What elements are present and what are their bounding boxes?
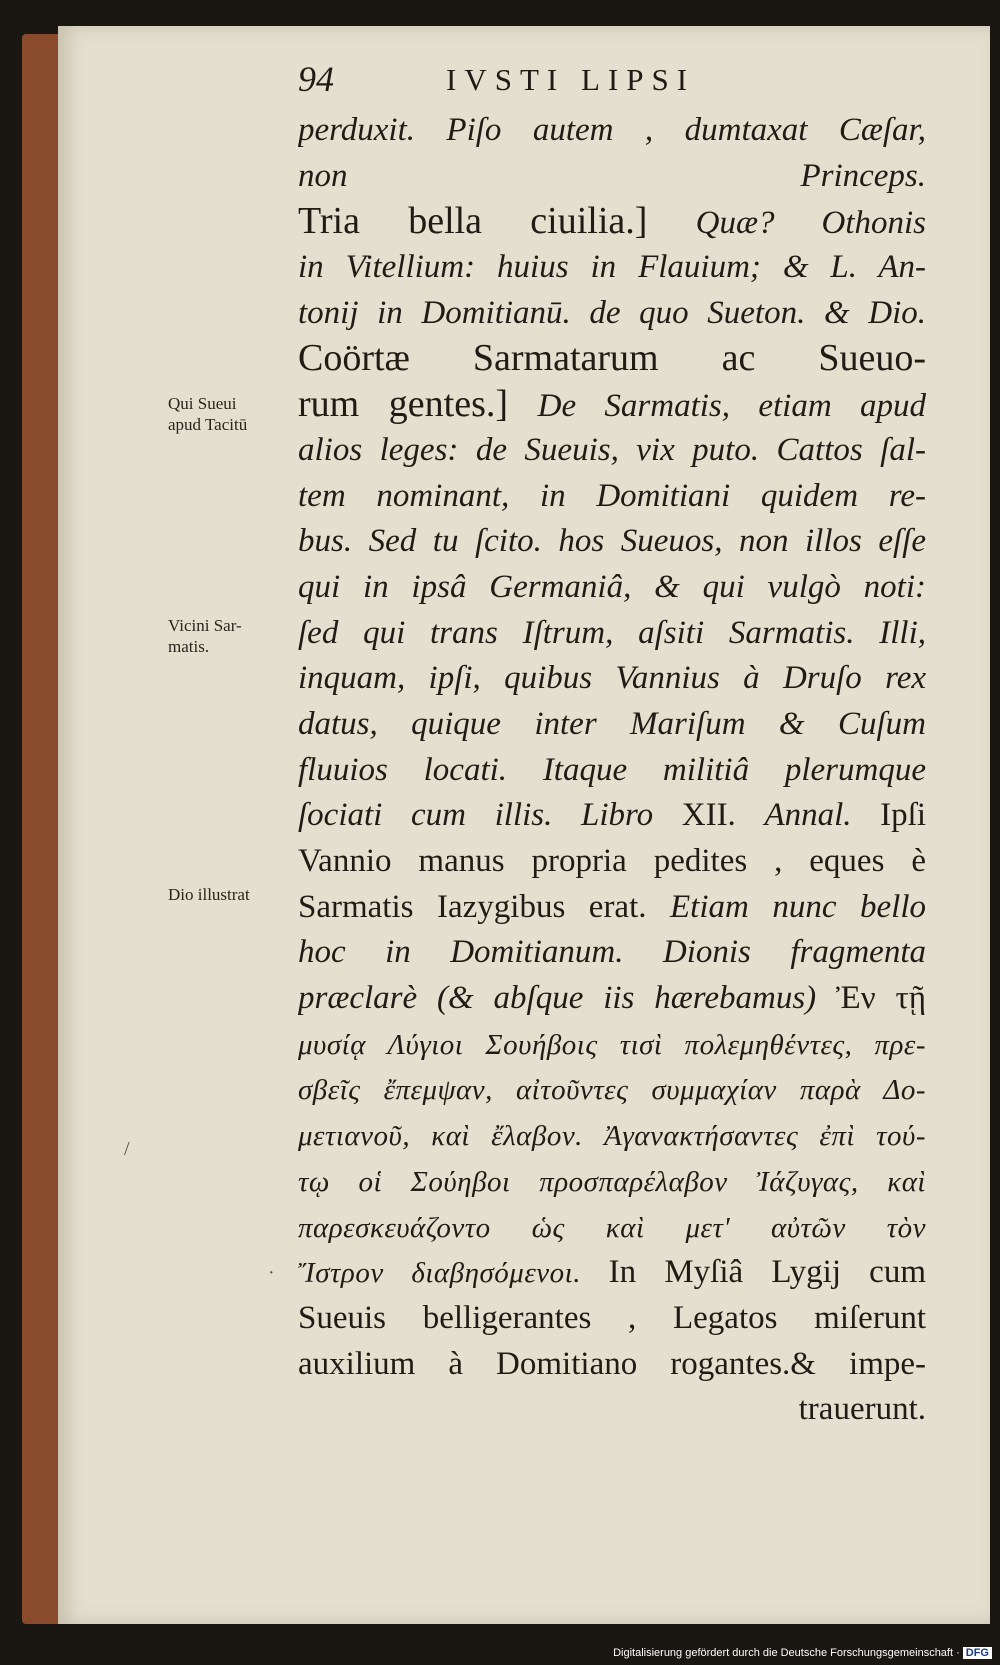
running-head: IVSTI LIPSI xyxy=(446,62,696,97)
text-line xyxy=(298,1250,926,1296)
text-segment: Vannio manus propria pedites , eques è xyxy=(298,843,926,879)
text-line xyxy=(298,428,926,474)
text-line xyxy=(298,976,926,1022)
margin-note: Qui Sueui apud Tacitū xyxy=(168,394,248,434)
text-line xyxy=(298,382,926,428)
text-segment: ſed qui trans Iſtrum, aſsiti Sarmatis. Illi, xyxy=(298,614,926,651)
text-segment: Ἐν τῇ xyxy=(836,980,926,1017)
text-line xyxy=(298,199,926,245)
text-segment: σβεῖς ἔπεμψαν, αἰτοῦντες συμμαχίαν παρὰ Δο- xyxy=(298,1074,926,1107)
text-segment: in Vitellium: huius in Flauium; & L. An- xyxy=(298,249,926,286)
text-segment: tonij in Domitianū. de quo Sueton. & Dio. xyxy=(298,294,926,331)
text-line xyxy=(298,1387,926,1433)
footer-credit: Digitalisierung gefördert durch die Deutsche Forschungsgemeinschaft · DFG xyxy=(613,1647,992,1659)
text-line xyxy=(298,611,926,657)
text-line xyxy=(298,1022,926,1068)
text-segment: fluuios locati. Itaque militiâ plerumque xyxy=(298,751,926,788)
text-segment: Sarmatis Iazygibus erat. xyxy=(298,888,671,925)
text-segment: auxilium à Domitiano rogantes.& impe- xyxy=(298,1345,926,1382)
body-text xyxy=(298,108,926,1433)
text-line xyxy=(298,519,926,565)
text-line xyxy=(298,793,926,839)
text-segment: bus. Sed tu ſcito. hos Sueuos, non illos eſſe xyxy=(298,523,926,560)
text-segment: perduxit. Piſo autem , dumtaxat Cæſar, xyxy=(298,112,926,148)
text-line xyxy=(298,702,926,748)
text-line xyxy=(298,1113,926,1159)
text-line xyxy=(298,336,926,382)
text-line xyxy=(298,1067,926,1113)
text-segment: præclarè (& abſque iis hærebamus) xyxy=(298,980,837,1017)
margin-note: Dio illustrat xyxy=(168,885,250,904)
text-line xyxy=(298,1342,926,1388)
text-line xyxy=(298,1205,926,1251)
text-line xyxy=(298,245,926,291)
text-segment: Ipſi xyxy=(880,797,926,834)
text-segment: ſociati cum illis. Libro xyxy=(298,797,682,834)
text-line xyxy=(298,748,926,794)
text-segment: tem nominant, in Domitiani quidem re- xyxy=(298,477,926,514)
text-line xyxy=(298,108,926,154)
text-line xyxy=(298,930,926,976)
text-segment: τῳ οἱ Σούηβοι προσπαρέλαβον Ἰάζυγας, καὶ xyxy=(298,1165,926,1198)
text-segment: Quæ? Othonis xyxy=(695,205,926,242)
text-line xyxy=(298,1159,926,1205)
text-segment: In Myſiâ Lygij cum xyxy=(608,1254,926,1291)
text-segment: Etiam nunc bello xyxy=(670,888,926,925)
text-segment: datus, quique inter Mariſum & Cuſum xyxy=(298,705,926,742)
text-segment: Annal. xyxy=(764,797,881,834)
text-line xyxy=(298,656,926,702)
text-segment: Ἴστρον διαβησόμενοι. xyxy=(298,1257,609,1290)
margin-note: Vicini Sar- matis. xyxy=(168,616,242,656)
text-segment: qui in ipsâ Germaniâ, & qui vulgò noti: xyxy=(298,568,926,605)
text-segment: De Sarmatis, etiam apud xyxy=(537,388,926,425)
text-line xyxy=(298,565,926,611)
text-line xyxy=(298,154,926,200)
text-segment: Sueuis belligerantes , Legatos miſerunt xyxy=(298,1299,926,1336)
text-segment: rum gentes.] xyxy=(298,383,538,426)
text-segment: inquam, ipſi, quibus Vannius à Druſo rex xyxy=(298,660,926,697)
ink-blemish: / xyxy=(124,1138,130,1160)
text-segment: trauerunt. xyxy=(798,1391,926,1428)
text-line xyxy=(298,291,926,337)
text-segment: μυσίᾳ Λύγιοι Σουήβοις τισὶ πολεμηθέντες, πρε- xyxy=(298,1028,926,1061)
text-segment: Tria bella ciuilia.] xyxy=(298,200,696,243)
text-segment: μετιανοῦ, καὶ ἔλαβον. Ἀγανακτήσαντες ἐπὶ τού- xyxy=(298,1120,926,1153)
ink-blemish: · xyxy=(268,1262,275,1284)
page-header xyxy=(298,58,918,108)
text-segment: non Princeps. xyxy=(298,157,926,194)
text-segment: XII. xyxy=(681,797,765,834)
text-line xyxy=(298,839,926,885)
text-segment: hoc in Domitianum. Dionis fragmenta xyxy=(298,934,926,971)
text-line xyxy=(298,1296,926,1342)
text-line xyxy=(298,474,926,520)
text-segment: alios leges: de Sueuis, vix puto. Cattos ſal- xyxy=(298,431,926,468)
text-line xyxy=(298,885,926,931)
text-segment: Coörtæ Sarmatarum ac Sueuo- xyxy=(298,337,926,380)
dfg-logo-icon: DFG xyxy=(963,1647,992,1659)
text-segment: παρεσκευάζοντο ὡς καὶ μετ' αὐτῶν τὸν xyxy=(298,1211,926,1244)
page-number: 94 xyxy=(298,59,334,99)
